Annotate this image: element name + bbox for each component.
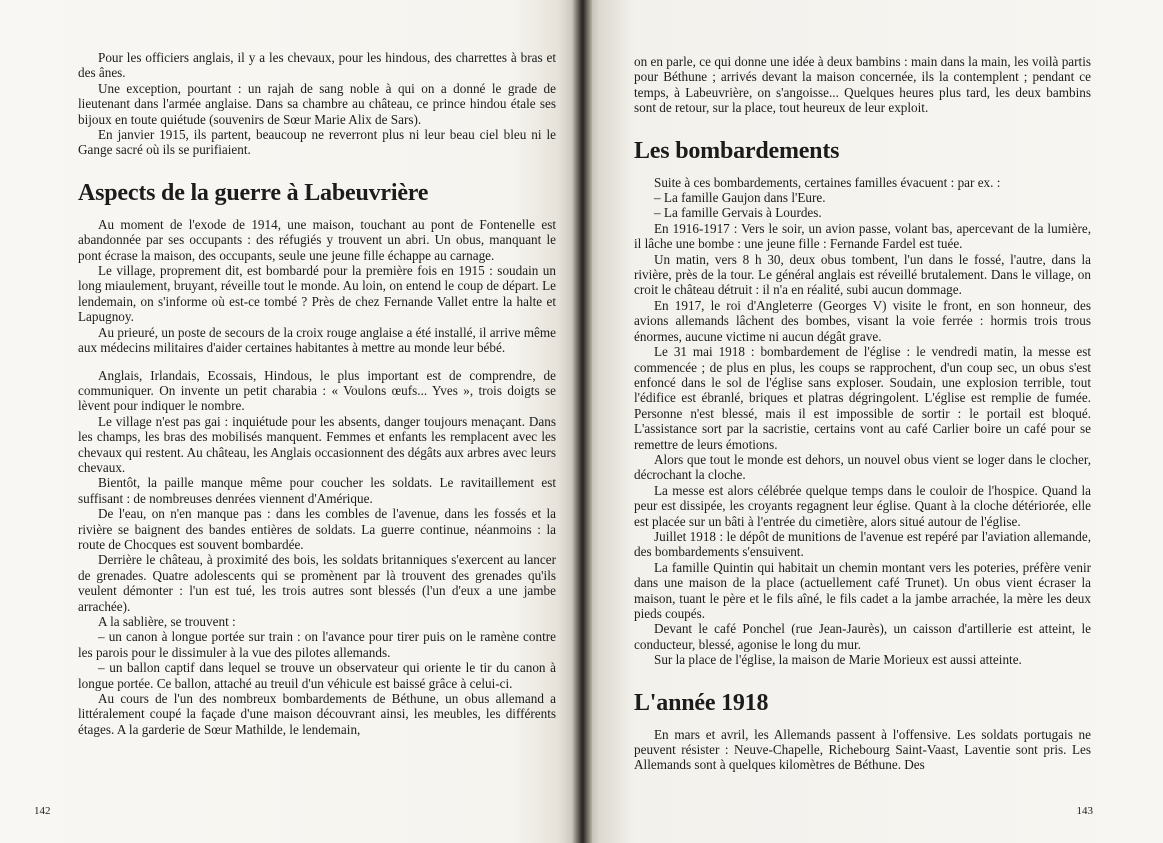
section-heading: Les bombardements xyxy=(634,137,840,164)
paragraph: Au moment de l'exode de 1914, une maison, touchant au pont de Fontenelle est abandonnée par ses occupants : des réfugiés y trouvent un abri. Un obus, manquant le pont écrase la maison, des occupants, seule une jeune fille échappe au carnage. xyxy=(78,216,556,263)
paragraph: En janvier 1915, ils partent, beaucoup ne reverront plus ni leur beau ciel bleu ni le Gange sacré où ils se purifiaient. xyxy=(78,127,556,158)
paragraph: Suite à ces bombardements, certaines familles évacuent : par ex. : xyxy=(654,174,1001,190)
list-item: – un canon à longue portée sur train : on l'avance pour tirer puis on le ramène contre les parois pour le dissimuler à la vue des pilotes allemands. xyxy=(78,629,556,660)
right-top-text xyxy=(634,54,1091,116)
paragraph: A la sablière, se trouvent : xyxy=(98,614,236,629)
paragraph: Le village, proprement dit, est bombardé pour la première fois en 1915 : soudain un long miaulement, bruyant, réveille tout le monde. Au loin, on entend le coup de départ. Le lendemain, on s'informe où est-ce tombé ? Près de chez Fernande Vallet entre la halte et Lapugnoy. xyxy=(78,263,556,325)
paragraph: Le 31 mai 1918 : bombardement de l'église : le vendredi matin, la messe est commencée ; de plus en plus, les coups se rapprochent, d'un coup sec, un obus s'est enfoncé dans le sol de l'église sans exploser. Soudain, une explosion terrible, tout l'édifice est ébranlé, briques et platras dégringolent. L'église est remplie de fumée. Personne n'est blessé, mais il est impossible de sortir : le portail est bloqué. L'assistance sort par la sacristie, certains vont au café Carlier boire un café pour se remettre de leurs émotions. xyxy=(634,344,1091,452)
paragraph: Devant le café Ponchel (rue Jean-Jaurès), un caisson d'artillerie est atteint, le conducteur, blessé, agonise le long du mur. xyxy=(634,621,1091,652)
paragraph: Derrière le château, à proximité des bois, les soldats britanniques s'exercent au lancer de grenades. Quatre adolescents qui se promènent par là trouvent des grenades qu'ils veulent démonter : l'un est tué, les trois autres sont blessés (l'un d'eux a une jambe arrachée). xyxy=(78,552,556,614)
paragraph: De l'eau, on n'en manque pas : dans les combles de l'avenue, dans les fossés et la rivière se baignent des bandes entières de soldats. La guerre continue, néanmoins : la route de Chocques est souvent bombardée. xyxy=(78,506,556,552)
right-page xyxy=(582,0,1163,843)
list-item: – un ballon captif dans lequel se trouve un observateur qui oriente le tir du canon à longue portée. Ce ballon, attaché au treuil d'un véhicule est baissé grâce à celui-ci. xyxy=(78,660,556,691)
paragraph: on en parle, ce qui donne une idée à deux bambins : main dans la main, les voilà partis pour Béthune ; arrivés devant la maison concernée, ils la contemplent ; pendant ce temps, à Labeuvrière, on s'angoisse... Quelques heures plus tard, les deux bambins sont de retour, sur la place, tout heureux de leur exploit. xyxy=(634,54,1091,116)
paragraph: Un matin, vers 8 h 30, deux obus tombent, l'un dans le fossé, l'autre, dans la rivière, près de la tour. Le général anglais est réveillé brutalement. Dans le village, on croit le château détruit : il n'a en réalité, subi aucun dommage. xyxy=(634,251,1091,298)
paragraph: Au prieuré, un poste de secours de la croix rouge anglaise a été installé, il arrive même aux médecins militaires d'aider certaines habitantes à mettre au monde leur bébé. xyxy=(78,324,556,356)
right-section-2 xyxy=(634,727,1091,773)
paragraph: Le village n'est pas gai : inquiétude pour les absents, danger toujours menaçant. Dans les champs, les bras des mobilisés manquent. Femmes et enfants les remplacent avec les chevaux qui restent. Au château, les Anglais occasionnent des dégâts aux arbres avec leurs chevaux. xyxy=(78,413,556,475)
paragraph: Pour les officiers anglais, il y a les chevaux, pour les hindous, des charrettes à bras et des ânes. xyxy=(78,50,556,81)
left-section-b xyxy=(78,368,556,738)
paragraph: Une exception, pourtant : un rajah de sang noble à qui on a donné le grade de lieutenant dans l'armée anglaise. Dans sa chambre au château, ce prince hindou étale ses bijoux en toute quiétude (souvenirs de Sœur Marie Alix de Sars). xyxy=(78,80,556,127)
right-section-1 xyxy=(634,175,1091,668)
left-section-a xyxy=(78,217,556,356)
book-gutter xyxy=(572,0,592,843)
paragraph: Anglais, Irlandais, Ecossais, Hindous, le plus important est de comprendre, de communiquer. On invente un petit charabia : « Voulons œufs... Yves », trois doigts se lèvent pour indiquer le nombre. xyxy=(78,367,556,414)
paragraph: En mars et avril, les Allemands passent à l'offensive. Les soldats portugais ne peuvent résister : Neuve-Chapelle, Richebourg Saint-Vaast, Laventie sont pris. Les Allemands sont à quelques kilomètres de Béthune. Des xyxy=(634,726,1091,773)
page-number: 143 xyxy=(1076,805,1093,817)
paragraph: En 1917, le roi d'Angleterre (Georges V) visite le front, en son honneur, des avions allemands lâchent des bombes, visant la voie ferrée : hormis trois trous énormes, aucune victime ni aucun dégât grave. xyxy=(634,297,1091,344)
list-item: – La famille Gervais à Lourdes. xyxy=(654,205,822,221)
paragraph: La famille Quintin qui habitait un chemin montant vers les poteries, préfère venir dans une maison de la place (actuellement café Trunet). Un obus vient écraser la maison, tuant le père et le fils aîné, le fils cadet a la jambe arrachée, la mère les deux pieds coupés. xyxy=(634,559,1091,621)
section-heading: Aspects de la guerre à Labeuvrière xyxy=(78,179,429,206)
left-top-text xyxy=(78,50,556,158)
paragraph: Au cours de l'un des nombreux bombardements de Béthune, un obus allemand a littéralement coupé la façade d'une maison découvrant ainsi, les meubles, les différents étages. A la garderie de Sœur Mathilde, le lendemain, xyxy=(78,691,556,737)
paragraph: La messe est alors célébrée quelque temps dans le couloir de l'hospice. Quand la peur est dissipée, les croyants regagnent leur église. Quant à la cloche détériorée, elle est placée sur un bâti à l'entrée du cimetière, alors situé autour de l'église. xyxy=(634,482,1091,529)
paragraph: En 1916-1917 : Vers le soir, un avion passe, volant bas, apercevant de la lumière, il lâche une bombe : une jeune fille : Fernande Fardel est tuée. xyxy=(634,220,1091,252)
paragraph: Juillet 1918 : le dépôt de munitions de l'avenue est repéré par l'aviation allemande, des bombardements s'ensuivent. xyxy=(634,528,1091,560)
paragraph: Bientôt, la paille manque même pour coucher les soldats. Le ravitaillement est suffisant : de nombreuses denrées viennent d'Amérique. xyxy=(78,475,556,506)
paragraph: Alors que tout le monde est dehors, un nouvel obus vient se loger dans le clocher, décrochant la cloche. xyxy=(634,451,1091,483)
section-heading: L'année 1918 xyxy=(634,689,769,716)
page-number: 142 xyxy=(34,805,51,817)
list-item: – La famille Gaujon dans l'Eure. xyxy=(654,190,826,206)
paragraph: Sur la place de l'église, la maison de Marie Morieux est aussi atteinte. xyxy=(654,652,1022,668)
